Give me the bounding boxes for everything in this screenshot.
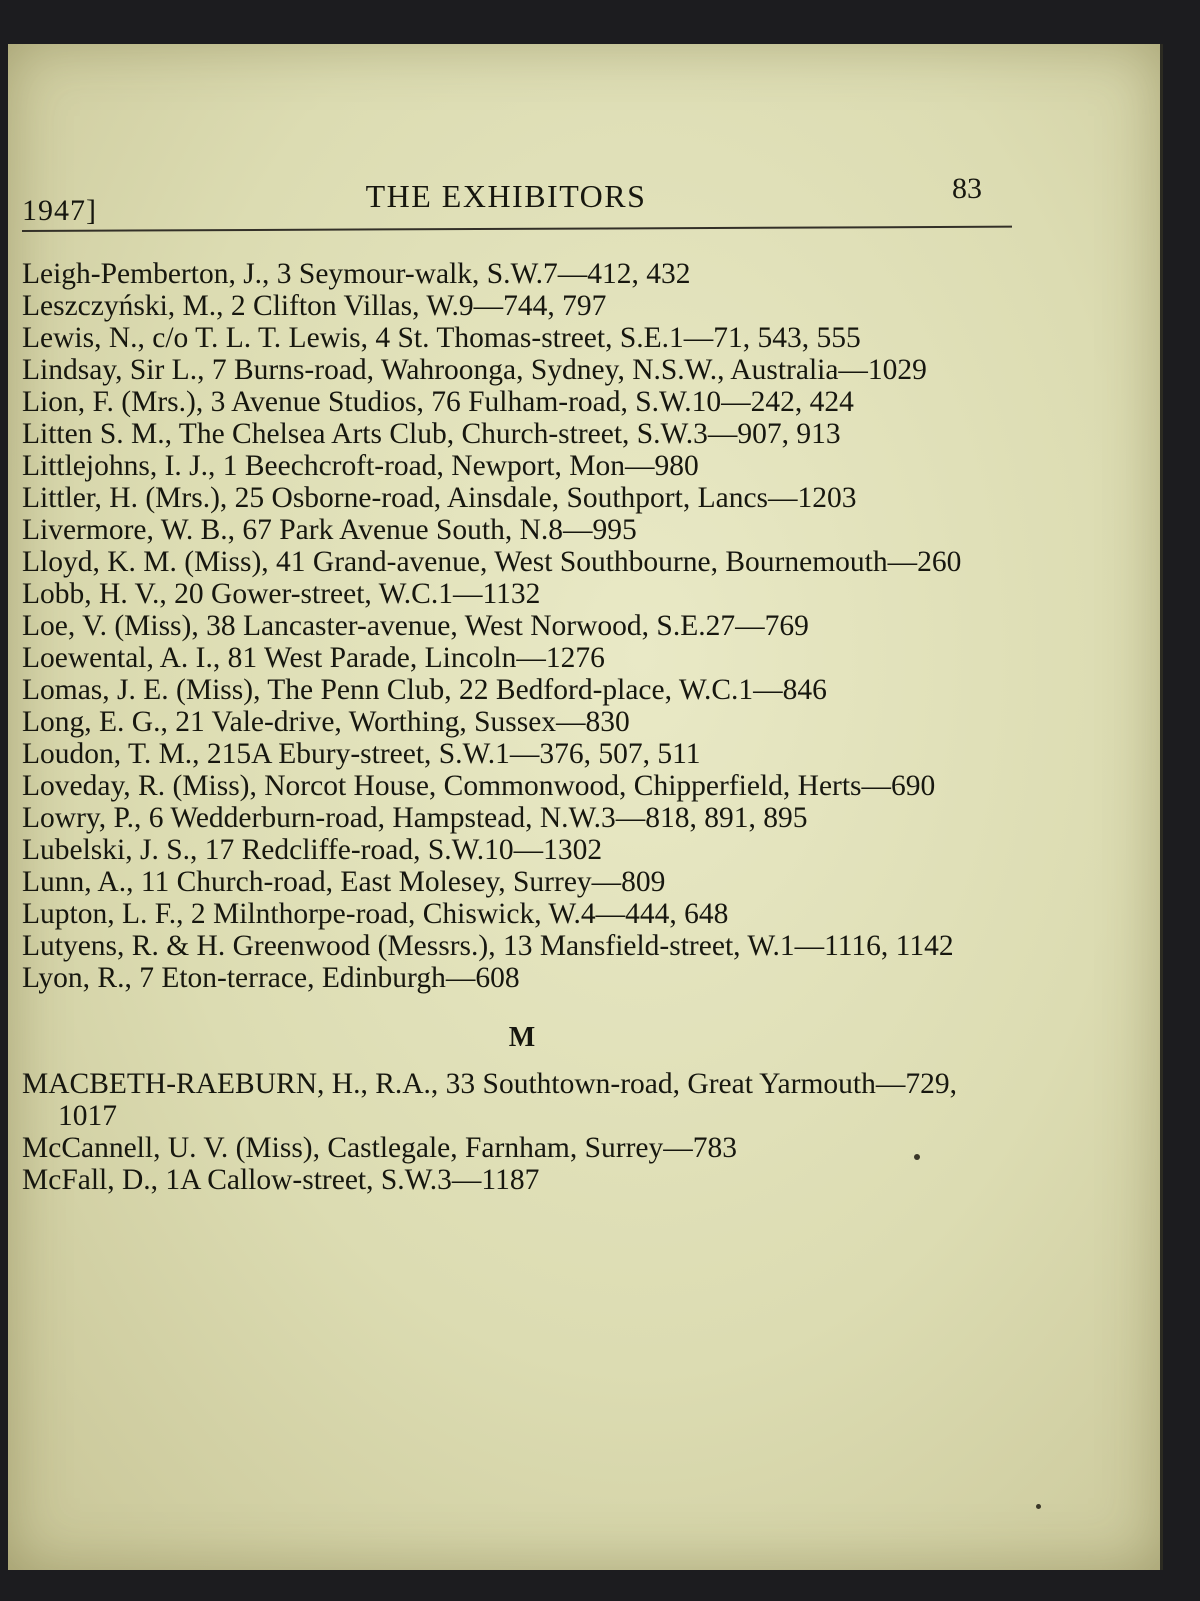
- exhibitor-entry: Lindsay, Sir L., 7 Burns-road, Wahroonga, Sydney, N.S.W., Australia—1029: [22, 354, 927, 386]
- exhibitor-entry: Lobb, H. V., 20 Gower-street, W.C.1—1132: [22, 578, 541, 610]
- page-number: 83: [952, 172, 982, 205]
- exhibitor-entry: Lewis, N., c/o T. L. T. Lewis, 4 St. Thomas-street, S.E.1—71, 543, 555: [22, 322, 861, 354]
- exhibitor-entry: Littler, H. (Mrs.), 25 Osborne-road, Ainsdale, Southport, Lancs—1203: [22, 482, 857, 514]
- running-header: [22, 172, 990, 232]
- exhibitor-entry: Lloyd, K. M. (Miss), 41 Grand-avenue, West Southbourne, Bournemouth—260: [22, 546, 962, 578]
- exhibitor-entry: Leszczyński, M., 2 Clifton Villas, W.9—744, 797: [22, 290, 607, 322]
- exhibitor-entry: Litten S. M., The Chelsea Arts Club, Church-street, S.W.3—907, 913: [22, 418, 841, 450]
- ink-speck: [1036, 1504, 1041, 1509]
- exhibitor-entry: Lupton, L. F., 2 Milnthorpe-road, Chiswick, W.4—444, 648: [22, 898, 729, 930]
- exhibitor-entry: Lomas, J. E. (Miss), The Penn Club, 22 Bedford-place, W.C.1—846: [22, 674, 827, 706]
- ink-speck: [914, 1154, 920, 1160]
- exhibitor-entry: Loe, V. (Miss), 38 Lancaster-avenue, West Norwood, S.E.27—769: [22, 610, 809, 642]
- exhibitor-entry: McCannell, U. V. (Miss), Castlegale, Farnham, Surrey—783: [22, 1132, 738, 1164]
- exhibitor-entry: Leigh-Pemberton, J., 3 Seymour-walk, S.W.7—412, 432: [22, 258, 691, 290]
- exhibitor-entry: Lutyens, R. & H. Greenwood (Messrs.), 13 Mansfield-street, W.1—1116, 1142: [22, 930, 954, 962]
- header-title: THE EXHIBITORS: [365, 178, 647, 214]
- exhibitor-entry: Loudon, T. M., 215A Ebury-street, S.W.1—376, 507, 511: [22, 738, 701, 770]
- exhibitor-entry: McFall, D., 1A Callow-street, S.W.3—1187: [22, 1164, 540, 1196]
- exhibitor-entry: Littlejohns, I. J., 1 Beechcroft-road, Newport, Mon—980: [22, 450, 699, 482]
- exhibitor-entry: Lyon, R., 7 Eton-terrace, Edinburgh—608: [22, 962, 520, 994]
- exhibitor-entry: Lowry, P., 6 Wedderburn-road, Hampstead, N.W.3—818, 891, 895: [22, 802, 808, 834]
- section-heading-m: M: [508, 1022, 536, 1053]
- book-page: [8, 44, 1163, 1570]
- exhibitor-entry: Lubelski, J. S., 17 Redcliffe-road, S.W.10—1302: [22, 834, 603, 866]
- exhibitor-entry: MACBETH-RAEBURN, H., R.A., 33 Southtown-road, Great Yarmouth—729, 1017: [22, 1068, 957, 1132]
- exhibitor-entry: Loveday, R. (Miss), Norcot House, Commonwood, Chipperfield, Herts—690: [22, 770, 936, 802]
- exhibitor-entry: Long, E. G., 21 Vale-drive, Worthing, Sussex—830: [22, 706, 630, 738]
- exhibitor-entry: Lunn, A., 11 Church-road, East Molesey, Surrey—809: [22, 866, 666, 898]
- header-year: 1947]: [22, 194, 97, 227]
- exhibitor-entry: Livermore, W. B., 67 Park Avenue South, N.8—995: [22, 514, 637, 546]
- exhibitor-entry: Loewental, A. I., 81 West Parade, Lincoln—1276: [22, 642, 605, 674]
- exhibitor-list: [22, 258, 1022, 1196]
- exhibitor-entry: Lion, F. (Mrs.), 3 Avenue Studios, 76 Fulham-road, S.W.10—242, 424: [22, 386, 854, 418]
